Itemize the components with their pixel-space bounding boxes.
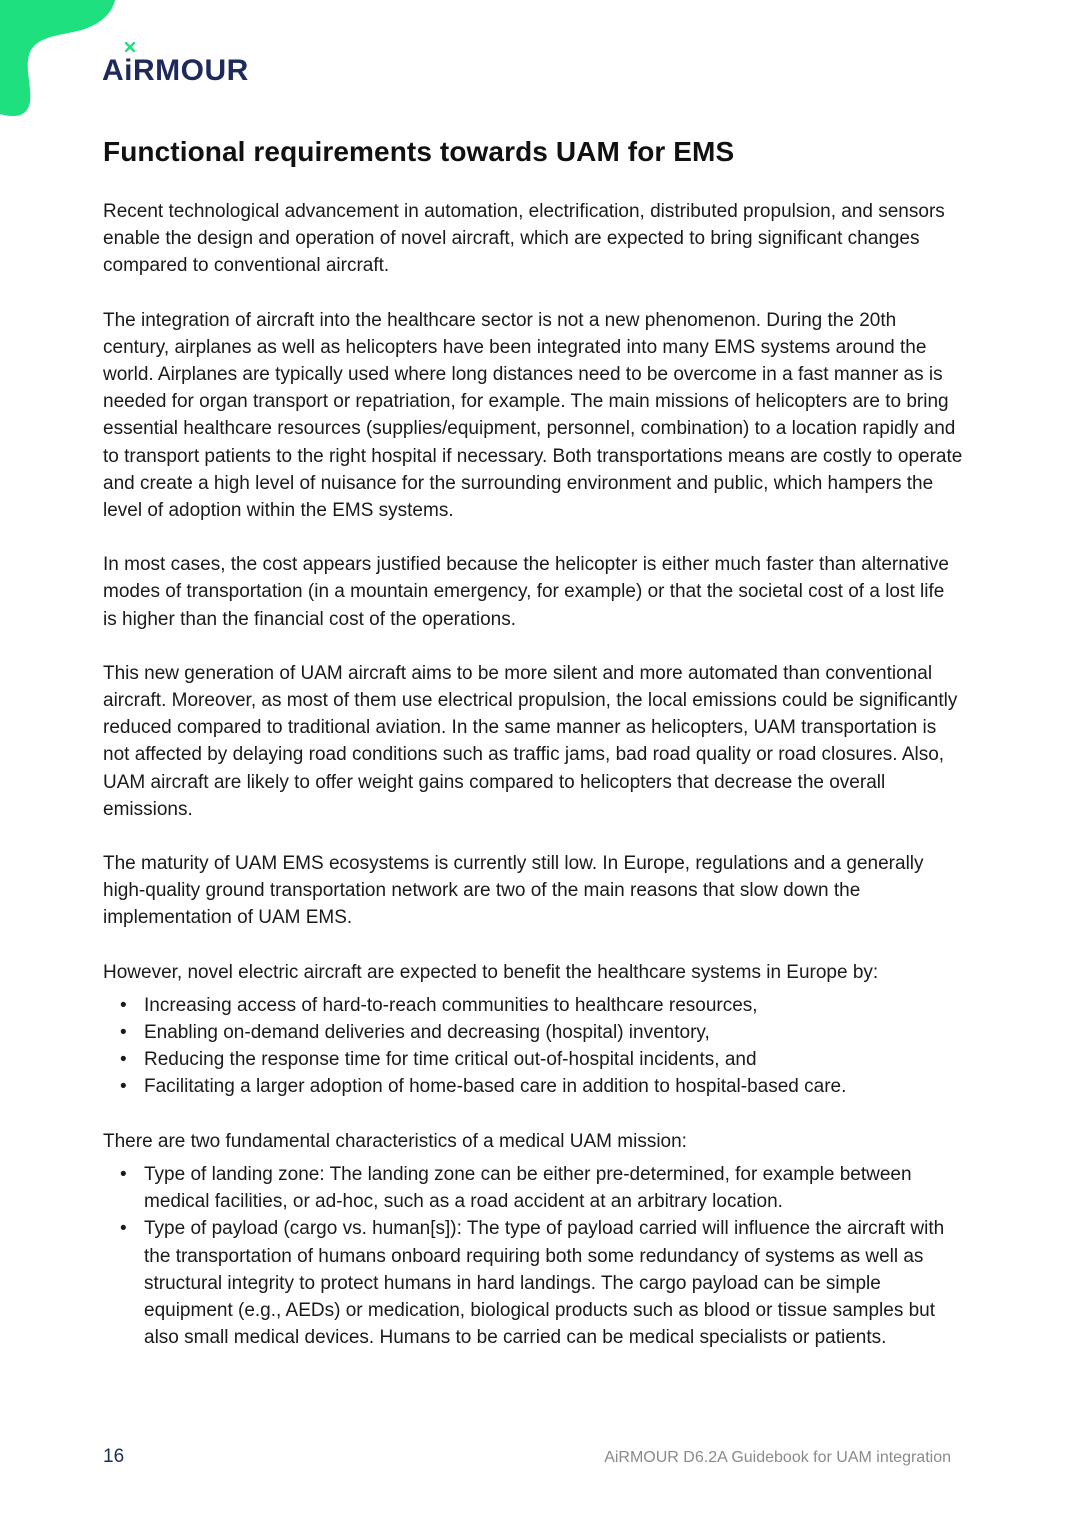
- list-item: • Enabling on-demand deliveries and decreasing (hospital) inventory,: [144, 1019, 963, 1046]
- paragraph: The integration of aircraft into the healthcare sector is not a new phenomenon. During the 20th century, airplanes as well as helicopters have been integrated into many EMS systems around the world. Airplanes are typically used where long distances need to be overcome in a fast manner as is needed for organ transport or repatriation, for example. The main missions of helicopters are to bring essential healthcare resources (supplies/equipment, personnel, combination) to a location rapidly and to transport patients to the right hospital if necessary. Both transportations means are costly to operate and create a high level of nuisance for the surrounding environment and public, which hampers the level of adoption within the EMS systems.: [103, 309, 963, 522]
- characteristics-list: [103, 1161, 963, 1351]
- list-item: • Type of landing zone: The landing zone can be either pre-determined, for example between medical facilities, or ad-hoc, such as a road accident at an arbitrary location.: [144, 1161, 963, 1215]
- characteristics-intro: There are two fundamental characteristics of a medical UAM mission:: [103, 1130, 687, 1152]
- page-number: 16: [103, 1446, 125, 1467]
- benefits-intro: However, novel electric aircraft are expected to benefit the healthcare systems in Europe by:: [103, 961, 879, 983]
- paragraph: The maturity of UAM EMS ecosystems is currently still low. In Europe, regulations and a generally high-quality ground transportation network are two of the main reasons that slow down the implementation of UAM EMS.: [103, 853, 924, 929]
- airmour-logo: [102, 50, 249, 86]
- paragraph: This new generation of UAM aircraft aims to be more silent and more automated than conventional aircraft. Moreover, as most of them use electrical propulsion, the local emissions could be significantly reduced compared to traditional aviation. In the same manner as helicopters, UAM transportation is not affected by delaying road conditions such as traffic jams, bad road quality or road closures. Also, UAM aircraft are likely to offer weight gains compared to helicopters that decrease the overall emissions.: [103, 662, 958, 820]
- page-title: Functional requirements towards UAM for EMS: [103, 136, 735, 167]
- logo-cross-icon: [125, 42, 135, 52]
- logo-wordmark: AiRMOUR: [102, 54, 249, 87]
- list-item: • Facilitating a larger adoption of home-based care in addition to hospital-based care.: [144, 1073, 963, 1100]
- paragraph: Recent technological advancement in automation, electrification, distributed propulsion, and sensors enable the design and operation of novel aircraft, which are expected to bring significant changes compared to conventional aircraft.: [103, 201, 945, 277]
- document-title: AiRMOUR D6.2A Guidebook for UAM integration: [604, 1449, 951, 1466]
- paragraph: In most cases, the cost appears justified because the helicopter is either much faster than alternative modes of transportation (in a mountain emergency, for example) or that the societal cost of a lost life is higher than the financial cost of the operations.: [103, 554, 949, 630]
- list-item: • Type of payload (cargo vs. human[s]): The type of payload carried will influence the aircraft with the transportation of humans onboard requiring both some redundancy of systems as well as structural integrity to protect humans in hard landings. The cargo payload can be simple equipment (e.g., AEDs) or medication, biological products such as blood or tissue samples but also small medical devices. Humans to be carried can be medical specialists or patients.: [144, 1215, 963, 1351]
- main-content: [103, 198, 963, 1378]
- benefits-list: [103, 992, 963, 1101]
- list-item: • Reducing the response time for time critical out-of-hospital incidents, and: [144, 1046, 963, 1073]
- list-item: • Increasing access of hard-to-reach communities to healthcare resources,: [144, 992, 963, 1019]
